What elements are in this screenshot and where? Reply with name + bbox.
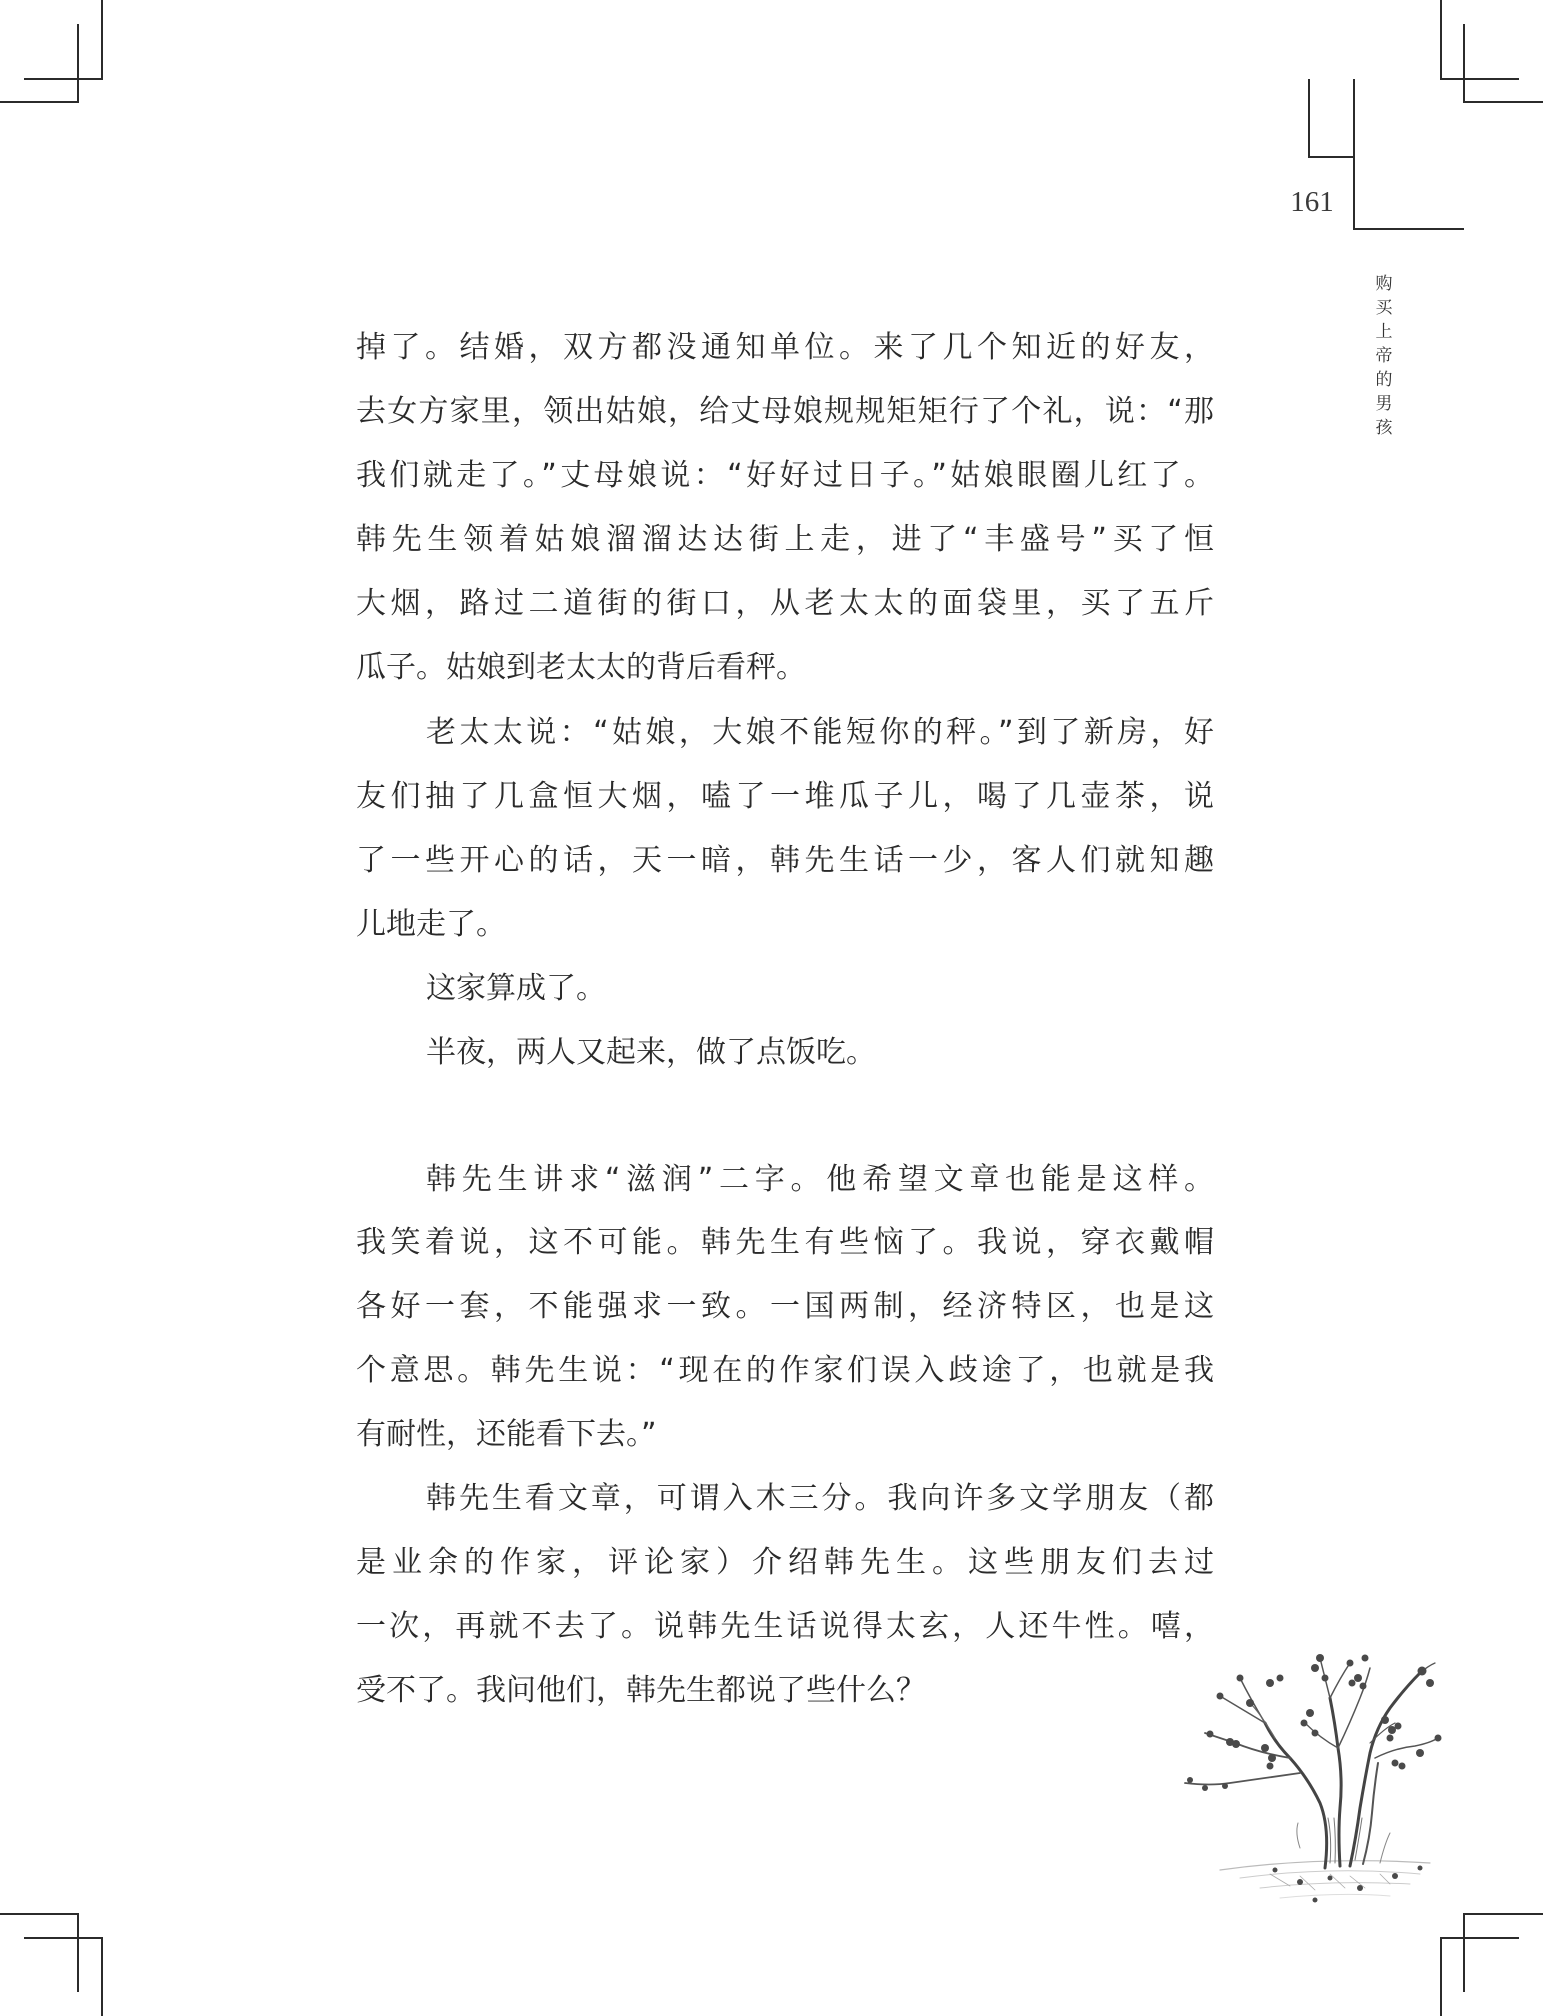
text-line: 一次，再就不去了。说韩先生话说得太玄，人还牛性。嘻，: [356, 1609, 1214, 1644]
text-line: 友们抽了几盒恒大烟，嗑了一堆瓜子儿，喝了几壶茶，说: [356, 779, 1214, 814]
running-title: 购买上帝的男孩: [1375, 274, 1393, 438]
text-line: 瓜子。姑娘到老太太的背后看秤。: [356, 650, 806, 685]
text-line: 我们就走了。”丈母娘说：“好好过日子。”姑娘眼圈儿红了。: [356, 458, 1214, 493]
page-number: 161: [1290, 186, 1334, 218]
text-line: 韩先生领着姑娘溜溜达达街上走，进了“丰盛号”买了恒: [356, 522, 1214, 557]
text-line: 儿地走了。: [356, 907, 506, 942]
text-line: 去女方家里，领出姑娘，给丈母娘规规矩矩行了个礼，说：“那: [356, 394, 1214, 429]
text-line: 大烟，路过二道街的街口，从老太太的面袋里，买了五斤: [356, 586, 1214, 621]
text-line: 这家算成了。: [426, 971, 606, 1006]
text-line: 有耐性，还能看下去。”: [356, 1417, 657, 1452]
text-line: 各好一套，不能强求一致。一国两制，经济特区，也是这: [356, 1289, 1214, 1324]
text-line: 是业余的作家，评论家）介绍韩先生。这些朋友们去过: [356, 1545, 1214, 1580]
text-line: 了一些开心的话，天一暗，韩先生话一少，客人们就知趣: [356, 843, 1214, 878]
text-line: 半夜，两人又起来，做了点饭吃。: [426, 1035, 876, 1070]
text-line: 我笑着说，这不可能。韩先生有些恼了。我说，穿衣戴帽: [356, 1225, 1214, 1260]
text-line: 韩先生讲求“滋润”二字。他希望文章也能是这样。: [426, 1162, 1214, 1197]
text-line: 韩先生看文章，可谓入木三分。我向许多文学朋友（都: [426, 1481, 1214, 1516]
text-line: 受不了。我问他们，韩先生都说了些什么？: [356, 1673, 926, 1708]
text-line: 掉了。结婚，双方都没通知单位。来了几个知近的好友，: [356, 330, 1214, 365]
persimmon-tree-drawing-icon: [1180, 1638, 1455, 1928]
text-line: 个意思。韩先生说：“现在的作家们误入歧途了，也就是我: [356, 1353, 1214, 1388]
text-line: 老太太说：“姑娘，大娘不能短你的秤。”到了新房，好: [426, 715, 1214, 750]
